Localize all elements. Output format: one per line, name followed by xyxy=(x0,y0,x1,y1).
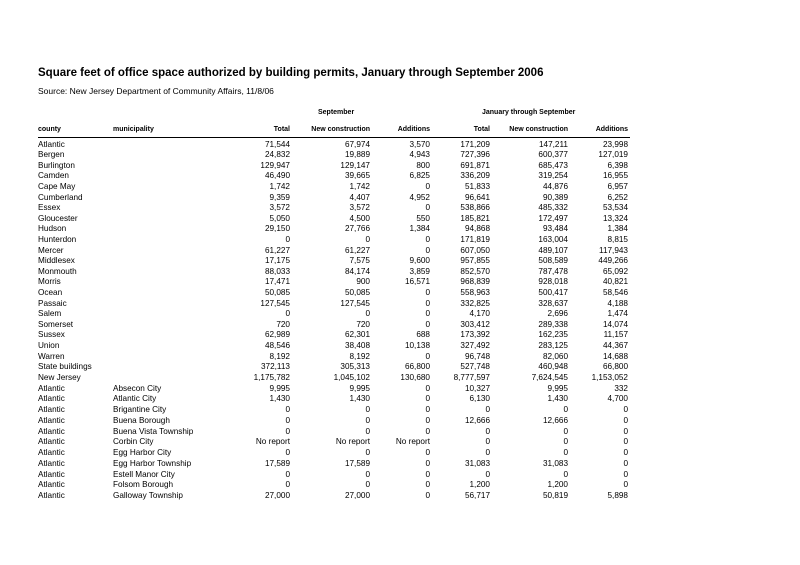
cell-ytd-additions: 66,800 xyxy=(602,362,628,372)
table-row xyxy=(0,202,800,213)
cell-ytd-additions: 23,998 xyxy=(602,139,628,149)
cell-ytd-total: 607,050 xyxy=(460,245,490,255)
cell-ytd-total: 94,868 xyxy=(464,224,490,234)
cell-ytd-new: 12,666 xyxy=(542,415,568,425)
cell-ytd-total: 327,492 xyxy=(460,340,490,350)
cell-ytd-new: 0 xyxy=(563,437,568,447)
cell-sep-total: 9,359 xyxy=(269,192,290,202)
table-row xyxy=(0,245,800,256)
cell-ytd-additions: 14,074 xyxy=(602,319,628,329)
cell-ytd-total: 558,963 xyxy=(460,287,490,297)
cell-sep-total: 71,544 xyxy=(264,139,290,149)
cell-municipality: Buena Borough xyxy=(113,415,170,425)
cell-ytd-total: 8,777,597 xyxy=(453,372,490,382)
cell-county: Salem xyxy=(38,309,62,319)
cell-ytd-new: 289,338 xyxy=(538,319,568,329)
cell-ytd-additions: 1,384 xyxy=(607,224,628,234)
cell-county: Burlington xyxy=(38,160,75,170)
cell-county: Camden xyxy=(38,171,69,181)
cell-county: Atlantic xyxy=(38,491,65,500)
header-ytd-additions: Additions xyxy=(595,126,628,133)
table-row xyxy=(0,255,800,266)
cell-ytd-additions: 16,955 xyxy=(602,171,628,181)
cell-sep-new: 0 xyxy=(365,469,370,479)
cell-sep-additions: 800 xyxy=(416,160,430,170)
cell-ytd-additions: 0 xyxy=(623,458,628,468)
cell-sep-additions: 0 xyxy=(425,491,430,500)
cell-ytd-additions: 65,092 xyxy=(602,266,628,276)
table-row xyxy=(0,447,800,458)
cell-sep-additions: 4,943 xyxy=(409,150,430,160)
header-ytd-new: New construction xyxy=(509,126,568,133)
cell-ytd-total: 727,396 xyxy=(460,150,490,160)
cell-sep-total: 62,989 xyxy=(264,330,290,340)
cell-ytd-new: 2,696 xyxy=(547,309,568,319)
cell-sep-additions: 1,384 xyxy=(409,224,430,234)
cell-sep-additions: 0 xyxy=(425,405,430,414)
cell-sep-total: No report xyxy=(255,437,290,447)
cell-sep-additions: 66,800 xyxy=(404,362,430,372)
cell-ytd-additions: 4,188 xyxy=(607,298,628,308)
cell-ytd-new: 93,484 xyxy=(542,224,568,234)
cell-ytd-additions: 0 xyxy=(623,405,628,414)
cell-sep-additions: 0 xyxy=(425,203,430,213)
table-row xyxy=(0,160,800,171)
table-row xyxy=(0,383,800,394)
cell-ytd-total: 527,748 xyxy=(460,362,490,372)
cell-ytd-total: 173,392 xyxy=(460,330,490,340)
cell-sep-additions: 0 xyxy=(425,448,430,457)
cell-ytd-additions: 0 xyxy=(623,437,628,447)
cell-sep-total: 50,085 xyxy=(264,287,290,297)
cell-sep-new: 0 xyxy=(365,234,370,244)
cell-ytd-total: 0 xyxy=(485,405,490,414)
cell-sep-additions: 0 xyxy=(425,181,430,191)
cell-ytd-total: 968,839 xyxy=(460,277,490,287)
cell-sep-new: 900 xyxy=(356,277,370,287)
table-row xyxy=(0,479,800,490)
cell-sep-total: 129,947 xyxy=(260,160,290,170)
cell-sep-new: 27,000 xyxy=(344,491,370,500)
cell-county: Warren xyxy=(38,351,65,361)
cell-county: Ocean xyxy=(38,287,63,297)
table-row xyxy=(0,276,800,287)
cell-county: Somerset xyxy=(38,319,74,329)
cell-ytd-new: 172,497 xyxy=(538,213,568,223)
cell-sep-new: 4,500 xyxy=(349,213,370,223)
cell-ytd-new: 0 xyxy=(563,405,568,414)
cell-municipality: Absecon City xyxy=(113,383,162,393)
cell-sep-total: 127,545 xyxy=(260,298,290,308)
cell-municipality: Folsom Borough xyxy=(113,480,174,490)
table-row xyxy=(0,192,800,203)
cell-ytd-total: 96,641 xyxy=(464,192,490,202)
cell-ytd-new: 147,211 xyxy=(539,139,568,149)
cell-ytd-additions: 0 xyxy=(623,426,628,436)
cell-county: Atlantic xyxy=(38,426,65,436)
cell-ytd-new: 0 xyxy=(563,469,568,479)
cell-sep-new: 1,742 xyxy=(349,181,370,191)
cell-sep-total: 5,050 xyxy=(269,213,290,223)
cell-ytd-new: 9,995 xyxy=(547,383,568,393)
cell-ytd-new: 460,948 xyxy=(538,362,568,372)
table-row xyxy=(0,393,800,404)
cell-ytd-total: 6,130 xyxy=(469,394,490,404)
cell-sep-additions: 3,859 xyxy=(409,266,430,276)
cell-sep-total: 0 xyxy=(285,469,290,479)
cell-sep-total: 88,033 xyxy=(264,266,290,276)
cell-sep-additions: 10,138 xyxy=(404,340,430,350)
cell-sep-total: 61,227 xyxy=(264,245,290,255)
cell-sep-additions: 16,571 xyxy=(404,277,430,287)
report-source: Source: New Jersey Department of Community Affairs, 11/8/06 xyxy=(38,86,274,96)
cell-sep-new: 0 xyxy=(365,415,370,425)
cell-ytd-new: 162,235 xyxy=(538,330,568,340)
cell-sep-new: 39,665 xyxy=(344,171,370,181)
table-row xyxy=(0,266,800,277)
cell-county: Atlantic xyxy=(38,469,65,479)
cell-ytd-additions: 1,153,052 xyxy=(591,372,628,382)
cell-ytd-additions: 44,367 xyxy=(602,340,628,350)
cell-sep-total: 0 xyxy=(285,309,290,319)
cell-ytd-total: 1,200 xyxy=(469,480,490,490)
cell-county: Union xyxy=(38,340,60,350)
cell-sep-additions: 0 xyxy=(425,245,430,255)
cell-municipality: Egg Harbor Township xyxy=(113,458,192,468)
cell-sep-total: 8,192 xyxy=(269,351,290,361)
cell-sep-new: 7,575 xyxy=(349,256,370,266)
cell-sep-new: 67,974 xyxy=(344,139,370,149)
cell-sep-additions: 9,600 xyxy=(409,256,430,266)
table-row xyxy=(0,181,800,192)
cell-sep-additions: 130,680 xyxy=(400,372,430,382)
group-header-ytd: January through September xyxy=(482,109,576,116)
cell-county: Morris xyxy=(38,277,61,287)
cell-municipality: Estell Manor City xyxy=(113,469,175,479)
cell-ytd-additions: 332 xyxy=(614,383,628,393)
cell-sep-new: 4,407 xyxy=(349,192,370,202)
cell-sep-new: 61,227 xyxy=(344,245,370,255)
cell-ytd-additions: 0 xyxy=(623,448,628,457)
table-row xyxy=(0,298,800,309)
cell-ytd-total: 4,170 xyxy=(469,309,490,319)
table-row xyxy=(0,351,800,362)
cell-county: Monmouth xyxy=(38,266,77,276)
cell-ytd-additions: 8,815 xyxy=(607,234,628,244)
table-row xyxy=(0,426,800,437)
cell-ytd-additions: 14,688 xyxy=(602,351,628,361)
table-row xyxy=(0,361,800,372)
cell-sep-total: 0 xyxy=(285,426,290,436)
table-row xyxy=(0,340,800,351)
cell-sep-total: 9,995 xyxy=(269,383,290,393)
cell-county: Bergen xyxy=(38,150,65,160)
table-row xyxy=(0,308,800,319)
cell-sep-total: 24,832 xyxy=(264,150,290,160)
table-row xyxy=(0,458,800,469)
cell-ytd-total: 538,866 xyxy=(460,203,490,213)
cell-county: Atlantic xyxy=(38,415,65,425)
cell-county: Essex xyxy=(38,203,61,213)
cell-ytd-additions: 1,474 xyxy=(607,309,628,319)
cell-ytd-total: 171,209 xyxy=(460,139,490,149)
cell-ytd-new: 163,004 xyxy=(538,234,568,244)
cell-sep-additions: No report xyxy=(395,437,430,447)
cell-sep-total: 1,430 xyxy=(269,394,290,404)
cell-sep-new: 9,995 xyxy=(349,383,370,393)
cell-county: Atlantic xyxy=(38,383,65,393)
cell-ytd-new: 319,254 xyxy=(538,171,568,181)
cell-ytd-total: 185,821 xyxy=(460,213,490,223)
cell-sep-new: 0 xyxy=(365,426,370,436)
cell-ytd-new: 1,430 xyxy=(547,394,568,404)
cell-municipality: Atlantic City xyxy=(113,394,157,404)
cell-county: Passaic xyxy=(38,298,67,308)
cell-sep-total: 29,150 xyxy=(264,224,290,234)
cell-sep-additions: 0 xyxy=(425,394,430,404)
cell-ytd-total: 10,327 xyxy=(464,383,490,393)
cell-sep-additions: 0 xyxy=(425,298,430,308)
cell-sep-new: 0 xyxy=(365,448,370,457)
cell-ytd-additions: 40,821 xyxy=(602,277,628,287)
cell-ytd-total: 51,833 xyxy=(464,181,490,191)
cell-county: New Jersey xyxy=(38,372,81,382)
cell-sep-new: 305,313 xyxy=(340,362,370,372)
cell-sep-additions: 0 xyxy=(425,480,430,490)
cell-sep-new: 0 xyxy=(365,309,370,319)
cell-ytd-new: 1,200 xyxy=(547,480,568,490)
cell-county: Atlantic xyxy=(38,394,65,404)
cell-sep-new: 1,045,102 xyxy=(333,372,370,382)
cell-ytd-additions: 4,700 xyxy=(607,394,628,404)
cell-county: Atlantic xyxy=(38,437,65,447)
header-county: county xyxy=(38,126,61,133)
cell-sep-total: 372,113 xyxy=(261,362,290,372)
cell-county: Cape May xyxy=(38,181,76,191)
table-row xyxy=(0,415,800,426)
cell-ytd-new: 0 xyxy=(563,448,568,457)
cell-county: Atlantic xyxy=(38,139,65,149)
cell-ytd-new: 685,473 xyxy=(538,160,568,170)
cell-sep-total: 0 xyxy=(285,480,290,490)
cell-ytd-total: 12,666 xyxy=(464,415,490,425)
cell-sep-additions: 0 xyxy=(425,309,430,319)
table-row xyxy=(0,213,800,224)
cell-ytd-additions: 13,324 xyxy=(602,213,628,223)
cell-ytd-additions: 58,546 xyxy=(602,287,628,297)
cell-county: Atlantic xyxy=(38,405,65,414)
cell-sep-total: 17,589 xyxy=(264,458,290,468)
table-row xyxy=(0,149,800,160)
cell-ytd-new: 787,478 xyxy=(538,266,568,276)
cell-ytd-new: 90,389 xyxy=(542,192,568,202)
cell-sep-new: No report xyxy=(335,437,370,447)
cell-sep-additions: 0 xyxy=(425,319,430,329)
cell-sep-total: 46,490 xyxy=(264,171,290,181)
cell-ytd-additions: 6,398 xyxy=(607,160,628,170)
cell-ytd-new: 82,060 xyxy=(542,351,568,361)
cell-sep-total: 1,742 xyxy=(269,181,290,191)
cell-ytd-new: 500,417 xyxy=(538,287,568,297)
cell-sep-new: 8,192 xyxy=(349,351,370,361)
cell-sep-additions: 0 xyxy=(425,426,430,436)
cell-ytd-new: 508,589 xyxy=(538,256,568,266)
cell-ytd-total: 96,748 xyxy=(464,351,490,361)
cell-sep-additions: 0 xyxy=(425,234,430,244)
cell-ytd-total: 0 xyxy=(485,469,490,479)
cell-county: Middlesex xyxy=(38,256,75,266)
cell-county: Cumberland xyxy=(38,192,83,202)
cell-sep-additions: 3,570 xyxy=(409,139,430,149)
cell-sep-additions: 6,825 xyxy=(409,171,430,181)
table-row xyxy=(0,404,800,415)
cell-sep-additions: 0 xyxy=(425,383,430,393)
cell-sep-new: 19,889 xyxy=(344,150,370,160)
cell-sep-new: 720 xyxy=(356,319,370,329)
cell-county: Atlantic xyxy=(38,480,65,490)
cell-ytd-new: 328,637 xyxy=(538,298,568,308)
cell-ytd-additions: 449,266 xyxy=(598,256,628,266)
cell-county: Atlantic xyxy=(38,448,65,457)
cell-ytd-additions: 5,898 xyxy=(607,491,628,500)
cell-ytd-new: 928,018 xyxy=(538,277,568,287)
header-sep-additions: Additions xyxy=(397,126,430,133)
cell-sep-new: 0 xyxy=(365,480,370,490)
cell-ytd-total: 56,717 xyxy=(464,491,490,500)
cell-sep-total: 0 xyxy=(285,234,290,244)
cell-county: Mercer xyxy=(38,245,64,255)
cell-ytd-additions: 6,252 xyxy=(607,192,628,202)
cell-municipality: Egg Harbor City xyxy=(113,448,172,457)
cell-sep-total: 0 xyxy=(285,448,290,457)
cell-ytd-additions: 0 xyxy=(623,415,628,425)
cell-sep-additions: 0 xyxy=(425,469,430,479)
cell-ytd-additions: 127,019 xyxy=(598,150,628,160)
table-row xyxy=(0,329,800,340)
cell-municipality: Brigantine City xyxy=(113,405,167,414)
cell-ytd-total: 852,570 xyxy=(460,266,490,276)
cell-sep-new: 84,174 xyxy=(344,266,370,276)
cell-county: Gloucester xyxy=(38,213,78,223)
cell-ytd-additions: 11,157 xyxy=(603,330,628,340)
table-row xyxy=(0,469,800,480)
cell-ytd-new: 485,332 xyxy=(538,203,568,213)
cell-ytd-new: 50,819 xyxy=(542,491,568,500)
cell-municipality: Galloway Township xyxy=(113,491,183,500)
table-row xyxy=(0,436,800,447)
cell-ytd-total: 0 xyxy=(485,437,490,447)
cell-sep-total: 0 xyxy=(285,405,290,414)
cell-sep-total: 17,175 xyxy=(264,256,290,266)
cell-county: Hunterdon xyxy=(38,234,77,244)
header-ytd-total: Total xyxy=(473,126,490,133)
cell-municipality: Corbin City xyxy=(113,437,154,447)
cell-ytd-new: 489,107 xyxy=(538,245,568,255)
cell-ytd-total: 31,083 xyxy=(464,458,490,468)
header-sep-total: Total xyxy=(273,126,290,133)
group-header-september: September xyxy=(318,109,355,116)
table-row xyxy=(0,234,800,245)
cell-sep-new: 17,589 xyxy=(344,458,370,468)
cell-ytd-new: 600,377 xyxy=(538,150,568,160)
table-row xyxy=(0,490,800,501)
table-row xyxy=(0,319,800,330)
cell-county: State buildings xyxy=(38,362,92,372)
cell-ytd-total: 332,825 xyxy=(460,298,490,308)
cell-sep-additions: 550 xyxy=(416,213,430,223)
table-row xyxy=(0,287,800,298)
cell-ytd-additions: 6,957 xyxy=(607,181,628,191)
cell-sep-additions: 688 xyxy=(416,330,430,340)
header-sep-new: New construction xyxy=(311,126,370,133)
cell-sep-additions: 4,952 xyxy=(409,192,430,202)
cell-ytd-total: 691,871 xyxy=(460,160,490,170)
table-row xyxy=(0,372,800,383)
cell-sep-new: 50,085 xyxy=(344,287,370,297)
cell-ytd-new: 44,876 xyxy=(542,181,568,191)
cell-sep-new: 27,766 xyxy=(344,224,370,234)
cell-sep-new: 127,545 xyxy=(340,298,370,308)
cell-ytd-additions: 0 xyxy=(623,469,628,479)
cell-sep-total: 720 xyxy=(276,319,290,329)
cell-ytd-additions: 53,534 xyxy=(602,203,628,213)
cell-county: Hudson xyxy=(38,224,67,234)
cell-ytd-total: 336,209 xyxy=(460,171,490,181)
cell-county: Sussex xyxy=(38,330,65,340)
cell-ytd-total: 0 xyxy=(485,448,490,457)
cell-ytd-total: 957,855 xyxy=(460,256,490,266)
cell-sep-total: 1,175,782 xyxy=(253,372,290,382)
cell-ytd-additions: 0 xyxy=(623,480,628,490)
cell-municipality: Buena Vista Township xyxy=(113,426,194,436)
table-row xyxy=(0,170,800,181)
cell-sep-additions: 0 xyxy=(425,351,430,361)
cell-sep-total: 0 xyxy=(285,415,290,425)
cell-sep-additions: 0 xyxy=(425,287,430,297)
cell-sep-new: 1,430 xyxy=(349,394,370,404)
cell-sep-total: 48,546 xyxy=(264,340,290,350)
cell-county: Atlantic xyxy=(38,458,65,468)
cell-ytd-additions: 117,943 xyxy=(599,245,628,255)
cell-ytd-total: 303,412 xyxy=(460,319,490,329)
cell-sep-new: 0 xyxy=(365,405,370,414)
cell-sep-additions: 0 xyxy=(425,458,430,468)
cell-ytd-new: 283,125 xyxy=(538,340,568,350)
header-municipality: municipality xyxy=(113,126,154,133)
report-title: Square feet of office space authorized by building permits, January through September 2006 xyxy=(38,67,544,79)
cell-ytd-new: 31,083 xyxy=(542,458,568,468)
cell-sep-total: 17,471 xyxy=(264,277,290,287)
cell-ytd-new: 0 xyxy=(563,426,568,436)
cell-sep-new: 62,301 xyxy=(344,330,370,340)
cell-sep-total: 27,000 xyxy=(264,491,290,500)
cell-sep-total: 3,572 xyxy=(269,203,290,213)
cell-ytd-total: 171,819 xyxy=(460,234,490,244)
cell-sep-new: 3,572 xyxy=(349,203,370,213)
cell-ytd-total: 0 xyxy=(485,426,490,436)
table-row xyxy=(0,223,800,234)
cell-sep-new: 129,147 xyxy=(340,160,370,170)
table-row xyxy=(0,139,800,150)
cell-sep-new: 38,408 xyxy=(344,340,370,350)
cell-ytd-new: 7,624,545 xyxy=(531,372,568,382)
cell-sep-additions: 0 xyxy=(425,415,430,425)
